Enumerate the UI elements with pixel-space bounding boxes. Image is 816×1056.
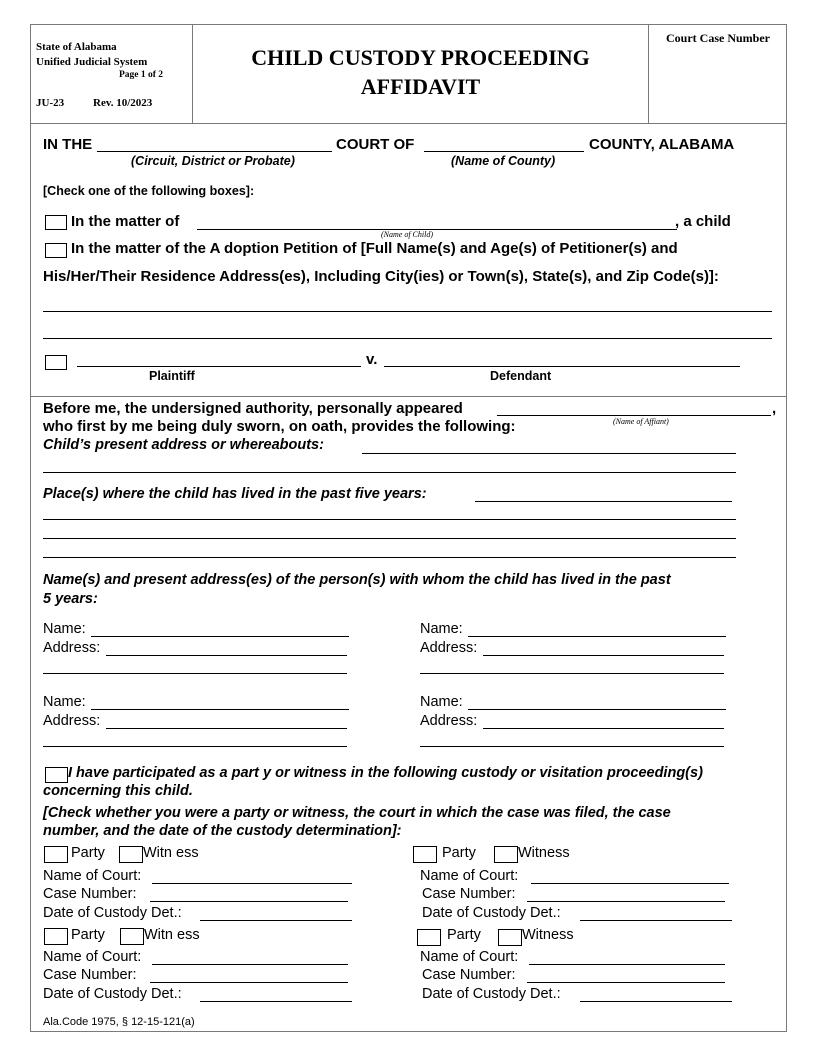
proc2-witness-checkbox[interactable] [494,846,518,863]
case-number-field[interactable] [652,52,784,118]
proc2-party-checkbox[interactable] [413,846,437,863]
persons-label-line1: Name(s) and present address(es) of the person(s) with whom the child has lived in the past [43,572,671,588]
person4-address-line2[interactable] [420,746,724,747]
proceedings-instruction-line2: number, and the date of the custody determination]: [43,823,402,839]
affiant-name-field[interactable] [497,415,771,416]
header-bottom-rule [30,123,787,124]
proc3-witness-checkbox[interactable] [120,928,144,945]
proc1-date-field[interactable] [200,920,352,921]
person2-address-field[interactable] [483,655,724,656]
matter-adoption-checkbox[interactable] [45,243,67,258]
system-label: Unified Judicial System [36,56,148,68]
proc1-witness-label: Witn ess [143,845,199,861]
county-alabama-label: COUNTY, ALABAMA [589,136,735,153]
a-child-label: , a child [675,213,731,230]
places-line-4[interactable] [43,557,736,558]
proc3-date-label: Date of Custody Det.: [43,986,182,1002]
form-revision: Rev. 10/2023 [93,97,153,109]
proc4-court-field[interactable] [529,964,725,965]
proc1-date-label: Date of Custody Det.: [43,905,182,921]
person1-name-label: Name: [43,621,86,637]
child-name-hint: (Name of Child) [381,230,433,239]
court-of-label: COURT OF [336,136,415,153]
proc3-court-label: Name of Court: [43,949,142,965]
court-type-field[interactable] [97,151,332,152]
proc2-case-field[interactable] [527,901,725,902]
proc1-court-label: Name of Court: [43,868,142,884]
proc3-court-field[interactable] [152,964,348,965]
court-type-hint: (Circuit, District or Probate) [131,154,295,168]
appeared-label: Before me, the undersigned authority, personally appeared [43,400,463,417]
form-number: JU-23 [36,97,65,109]
proc1-case-label: Case Number: [43,886,137,902]
proc2-case-label: Case Number: [422,886,516,902]
matter-child-checkbox[interactable] [45,215,67,230]
child-address-line-1[interactable] [362,453,736,454]
person2-address-label: Address: [420,640,478,656]
proceedings-instruction-line1: [Check whether you were a party or witness, the court in which the case was filed, the case [43,805,671,821]
form-frame [30,24,787,1032]
versus-label: v. [366,351,378,368]
plaintiff-field[interactable] [77,366,361,367]
person4-address-label: Address: [420,713,478,729]
person1-address-field[interactable] [106,655,347,656]
person1-address-label: Address: [43,640,101,656]
proc2-witness-label: Witness [518,845,570,861]
in-the-label: IN THE [43,136,93,153]
proc2-date-label: Date of Custody Det.: [422,905,561,921]
participated-checkbox[interactable] [45,767,68,783]
proc2-party-label: Party [442,845,476,861]
person1-name-field[interactable] [91,636,349,637]
proc1-witness-checkbox[interactable] [119,846,143,863]
persons-label-line2: 5 years: [43,591,98,607]
proc2-court-field[interactable] [531,883,729,884]
adoption-line2: His/Her/Their Residence Address(es), Including City(ies) or Town(s), State(s), and Zip Code(s)]: [43,268,719,285]
proc4-court-label: Name of Court: [420,949,519,965]
sworn-label: who first by me being duly sworn, on oath, provides the following: [43,418,516,435]
proc1-party-checkbox[interactable] [44,846,68,863]
person1-address-line2[interactable] [43,673,347,674]
person4-name-label: Name: [420,694,463,710]
defendant-label: Defendant [490,369,552,383]
person4-name-field[interactable] [468,709,726,710]
proc4-witness-label: Witness [522,927,574,943]
child-address-line-2[interactable] [43,472,736,473]
proc4-party-label: Party [447,927,481,943]
proc1-party-label: Party [71,845,105,861]
affiant-hint: (Name of Affiant) [613,417,669,426]
proc4-party-checkbox[interactable] [417,929,441,946]
person2-address-line2[interactable] [420,673,724,674]
places-line-2[interactable] [43,519,736,520]
proc1-case-field[interactable] [150,901,348,902]
affiant-comma: , [772,400,777,417]
proc2-date-field[interactable] [580,920,732,921]
statute-citation: Ala.Code 1975, § 12-15-121(a) [43,1016,195,1028]
petitioner-line-2[interactable] [43,338,772,339]
person3-address-label: Address: [43,713,101,729]
proc3-case-field[interactable] [150,982,348,983]
county-hint: (Name of County) [451,154,556,168]
proc4-date-field[interactable] [580,1001,732,1002]
plaintiff-label: Plaintiff [149,369,195,383]
proc1-court-field[interactable] [152,883,352,884]
state-label: State of Alabama [36,41,117,53]
person3-name-field[interactable] [91,709,349,710]
plaintiff-defendant-checkbox[interactable] [45,355,67,370]
proc4-date-label: Date of Custody Det.: [422,986,561,1002]
page-indicator: Page 1 of 2 [119,70,164,80]
adoption-line1: In the matter of the A doption Petition of [Full Name(s) and Age(s) of Petitioner(s) and [71,240,678,257]
proc2-court-label: Name of Court: [420,868,519,884]
proc4-case-field[interactable] [527,982,725,983]
proc3-witness-label: Witn ess [144,927,200,943]
header-divider-right [648,24,649,123]
places-line-1[interactable] [475,501,732,502]
person3-address-line2[interactable] [43,746,347,747]
county-field[interactable] [424,151,584,152]
proc3-party-label: Party [71,927,105,943]
person2-name-field[interactable] [468,636,726,637]
proc4-case-label: Case Number: [422,967,516,983]
places-line-3[interactable] [43,538,736,539]
proc3-case-label: Case Number: [43,967,137,983]
person2-name-label: Name: [420,621,463,637]
proc3-date-field[interactable] [200,1001,352,1002]
proc4-witness-checkbox[interactable] [498,929,522,946]
check-instruction: [Check one of the following boxes]: [43,184,255,198]
case-number-label: Court Case Number [666,31,770,45]
person3-address-field[interactable] [106,728,347,729]
person3-name-label: Name: [43,694,86,710]
child-address-label: Child’s present address or whereabouts: [43,437,324,453]
matter-bottom-rule [30,396,787,397]
form-title-line2: AFFIDAVIT [360,74,481,99]
defendant-field[interactable] [384,366,740,367]
form-title-line1: CHILD CUSTODY PROCEEDING [251,45,590,70]
participated-statement-line2: concerning this child. [43,783,193,799]
child-name-field[interactable] [197,229,677,230]
person4-address-field[interactable] [483,728,724,729]
participated-statement-line1: I have participated as a part y or witness in the following custody or visitation proceeding(s) [68,765,703,781]
petitioner-line-1[interactable] [43,311,772,312]
proc3-party-checkbox[interactable] [44,928,68,945]
places-lived-label: Place(s) where the child has lived in the past five years: [43,486,427,502]
matter-child-label: In the matter of [71,213,180,230]
